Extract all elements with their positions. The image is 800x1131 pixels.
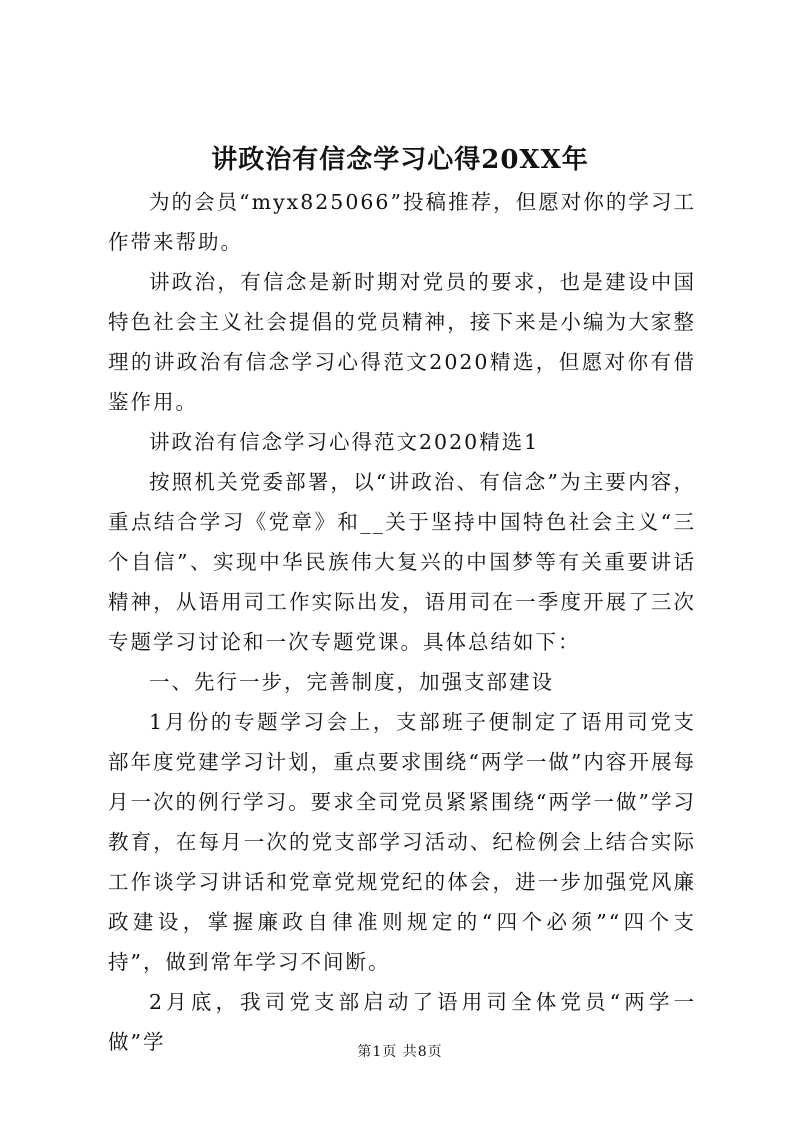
subsection-heading: 一、先行一步，完善制度，加强支部建设 xyxy=(149,670,554,694)
page-footer: 第1页 共8页 xyxy=(357,1044,443,1060)
document-body xyxy=(108,182,696,1062)
paragraph-january: 1月份的专题学习会上，支部班子便制定了语用司党支部年度党建学习计划，重点要求围绕“两学一做”内容开展每月一次的例行学习。要求全司党员紧紧围绕“两学一做”学习教育，在每月一次的党支部学习活动、纪检例会上结合实际工作谈学习讲话和党章党规党纪的体会，进一步加强党风廉政建设，掌握廉政自律准则规定的“四个必须”“四个支持”，做到常年学习不间断。 xyxy=(108,710,696,974)
paragraph-deployment: 按照机关党委部署，以“讲政治、有信念”为主要内容，重点结合学习《党章》和__关于坚持中国特色社会主义“三个自信”、实现中华民族伟大复兴的中国梦等有关重要讲话精神，从语用司工作实际出发，语用司在一季度开展了三次专题学习讨论和一次专题党课。具体总结如下： xyxy=(108,470,696,654)
document-title: 讲政治有信念学习心得20XX年 xyxy=(211,145,589,175)
paragraph-summary: 讲政治，有信念是新时期对党员的要求，也是建设中国特色社会主义社会提倡的党员精神，接下来是小编为大家整理的讲政治有信念学习心得范文2020精选，但愿对你有借鉴作用。 xyxy=(108,270,696,414)
section-heading: 讲政治有信念学习心得范文2020精选1 xyxy=(149,430,540,454)
paragraph-february: 2月底，我司党支部启动了语用司全体党员“两学一做”学 xyxy=(108,990,696,1054)
paragraph-intro: 为的会员“myx825066”投稿推荐，但愿对你的学习工作带来帮助。 xyxy=(108,190,696,254)
